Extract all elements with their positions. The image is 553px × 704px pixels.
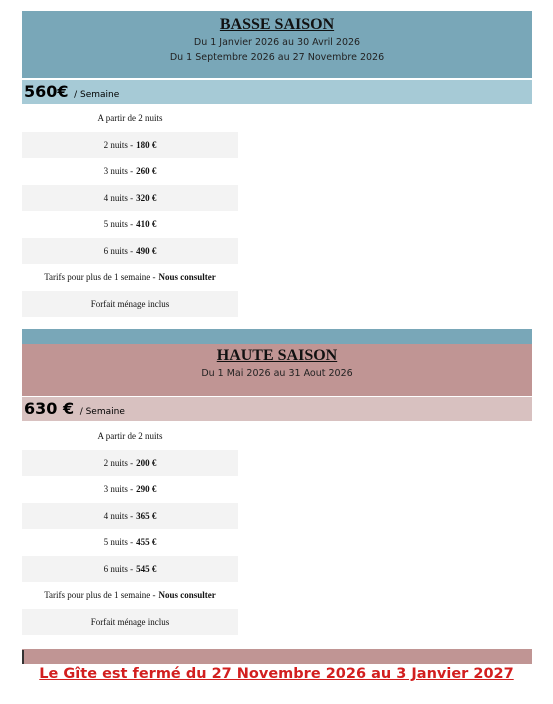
high-season-rate-list <box>22 423 238 635</box>
low-season-rate-row <box>22 185 238 212</box>
high-season-rate-label: 2 nuits - <box>103 457 134 468</box>
low-season-rate-label: 6 nuits - <box>103 245 134 256</box>
low-season-rate-row <box>22 211 238 238</box>
low-season-rate-row <box>22 105 238 132</box>
low-season-rate-value: 320 € <box>136 192 157 203</box>
low-season-rate-value: 490 € <box>136 245 157 256</box>
high-season-rate-label: 3 nuits - <box>103 484 134 495</box>
low-season-rate-label: 5 nuits - <box>103 219 134 230</box>
high-season-rate-row <box>22 609 238 636</box>
high-season-rate-value: 290 € <box>136 484 157 495</box>
high-season-rate-row <box>22 556 238 583</box>
high-season-header <box>22 344 532 396</box>
closure-notice: Le Gîte est fermé du 27 Novembre 2026 au 3 Janvier 2027 <box>39 666 514 682</box>
high-season-price-unit: / Semaine <box>79 407 125 417</box>
high-season-rate-value: 200 € <box>136 457 157 468</box>
high-season-rate-value: 365 € <box>136 510 157 521</box>
low-season-date-1: Du 1 Janvier 2026 au 30 Avril 2026 <box>193 37 361 48</box>
high-season-rate-label: 5 nuits - <box>103 537 134 548</box>
high-season-rate-label: Tarifs pour plus de 1 semaine - <box>44 590 156 601</box>
low-season-rate-row <box>22 291 238 318</box>
high-season-rate-value: 545 € <box>136 563 157 574</box>
low-season-price-unit: / Semaine <box>74 90 120 100</box>
low-season-rate-label: 4 nuits - <box>103 192 134 203</box>
high-season-price: 630 € <box>24 399 75 418</box>
high-season-rate-row <box>22 529 238 556</box>
high-season-title: HAUTE SAISON <box>216 347 338 364</box>
high-season-rate-value: 455 € <box>136 537 157 548</box>
low-season-rate-value: 260 € <box>136 166 157 177</box>
high-season-rate-label: 6 nuits - <box>103 563 134 574</box>
low-season-rate-value: 180 € <box>136 139 157 150</box>
low-season-date-2: Du 1 Septembre 2026 au 27 Novembre 2026 <box>169 52 385 63</box>
low-season-rate-row <box>22 132 238 159</box>
text-cursor <box>22 650 24 664</box>
high-season-rate-label: 4 nuits - <box>103 510 134 521</box>
low-season-rate-label: Forfait ménage inclus <box>90 298 170 309</box>
high-season-date-1: Du 1 Mai 2026 au 31 Aout 2026 <box>201 368 353 379</box>
low-season-price-bar <box>22 80 532 104</box>
low-season-rate-row <box>22 158 238 185</box>
section-divider <box>22 329 532 344</box>
high-season-rate-row <box>22 582 238 609</box>
high-season-rate-row <box>22 423 238 450</box>
low-season-rate-list <box>22 105 238 317</box>
low-season-rate-value: 410 € <box>136 219 157 230</box>
low-season-rate-row <box>22 264 238 291</box>
low-season-rate-label: A partir de 2 nuits <box>97 113 163 124</box>
low-season-rate-label: 3 nuits - <box>103 166 134 177</box>
high-season-rate-value: Nous consulter <box>158 590 216 601</box>
high-season-rate-label: Forfait ménage inclus <box>90 616 170 627</box>
low-season-price: 560€ <box>24 82 69 101</box>
low-season-rate-label: Tarifs pour plus de 1 semaine - <box>44 272 156 283</box>
high-season-rate-label: A partir de 2 nuits <box>97 431 163 442</box>
low-season-rate-label: 2 nuits - <box>103 139 134 150</box>
low-season-header <box>22 11 532 78</box>
low-season-title: BASSE SAISON <box>219 16 335 33</box>
high-season-price-bar <box>22 397 532 421</box>
low-season-rate-value: Nous consulter <box>158 272 216 283</box>
high-season-rate-row <box>22 476 238 503</box>
bottom-divider <box>22 649 532 664</box>
high-season-rate-row <box>22 450 238 477</box>
high-season-rate-row <box>22 503 238 530</box>
low-season-rate-row <box>22 238 238 265</box>
